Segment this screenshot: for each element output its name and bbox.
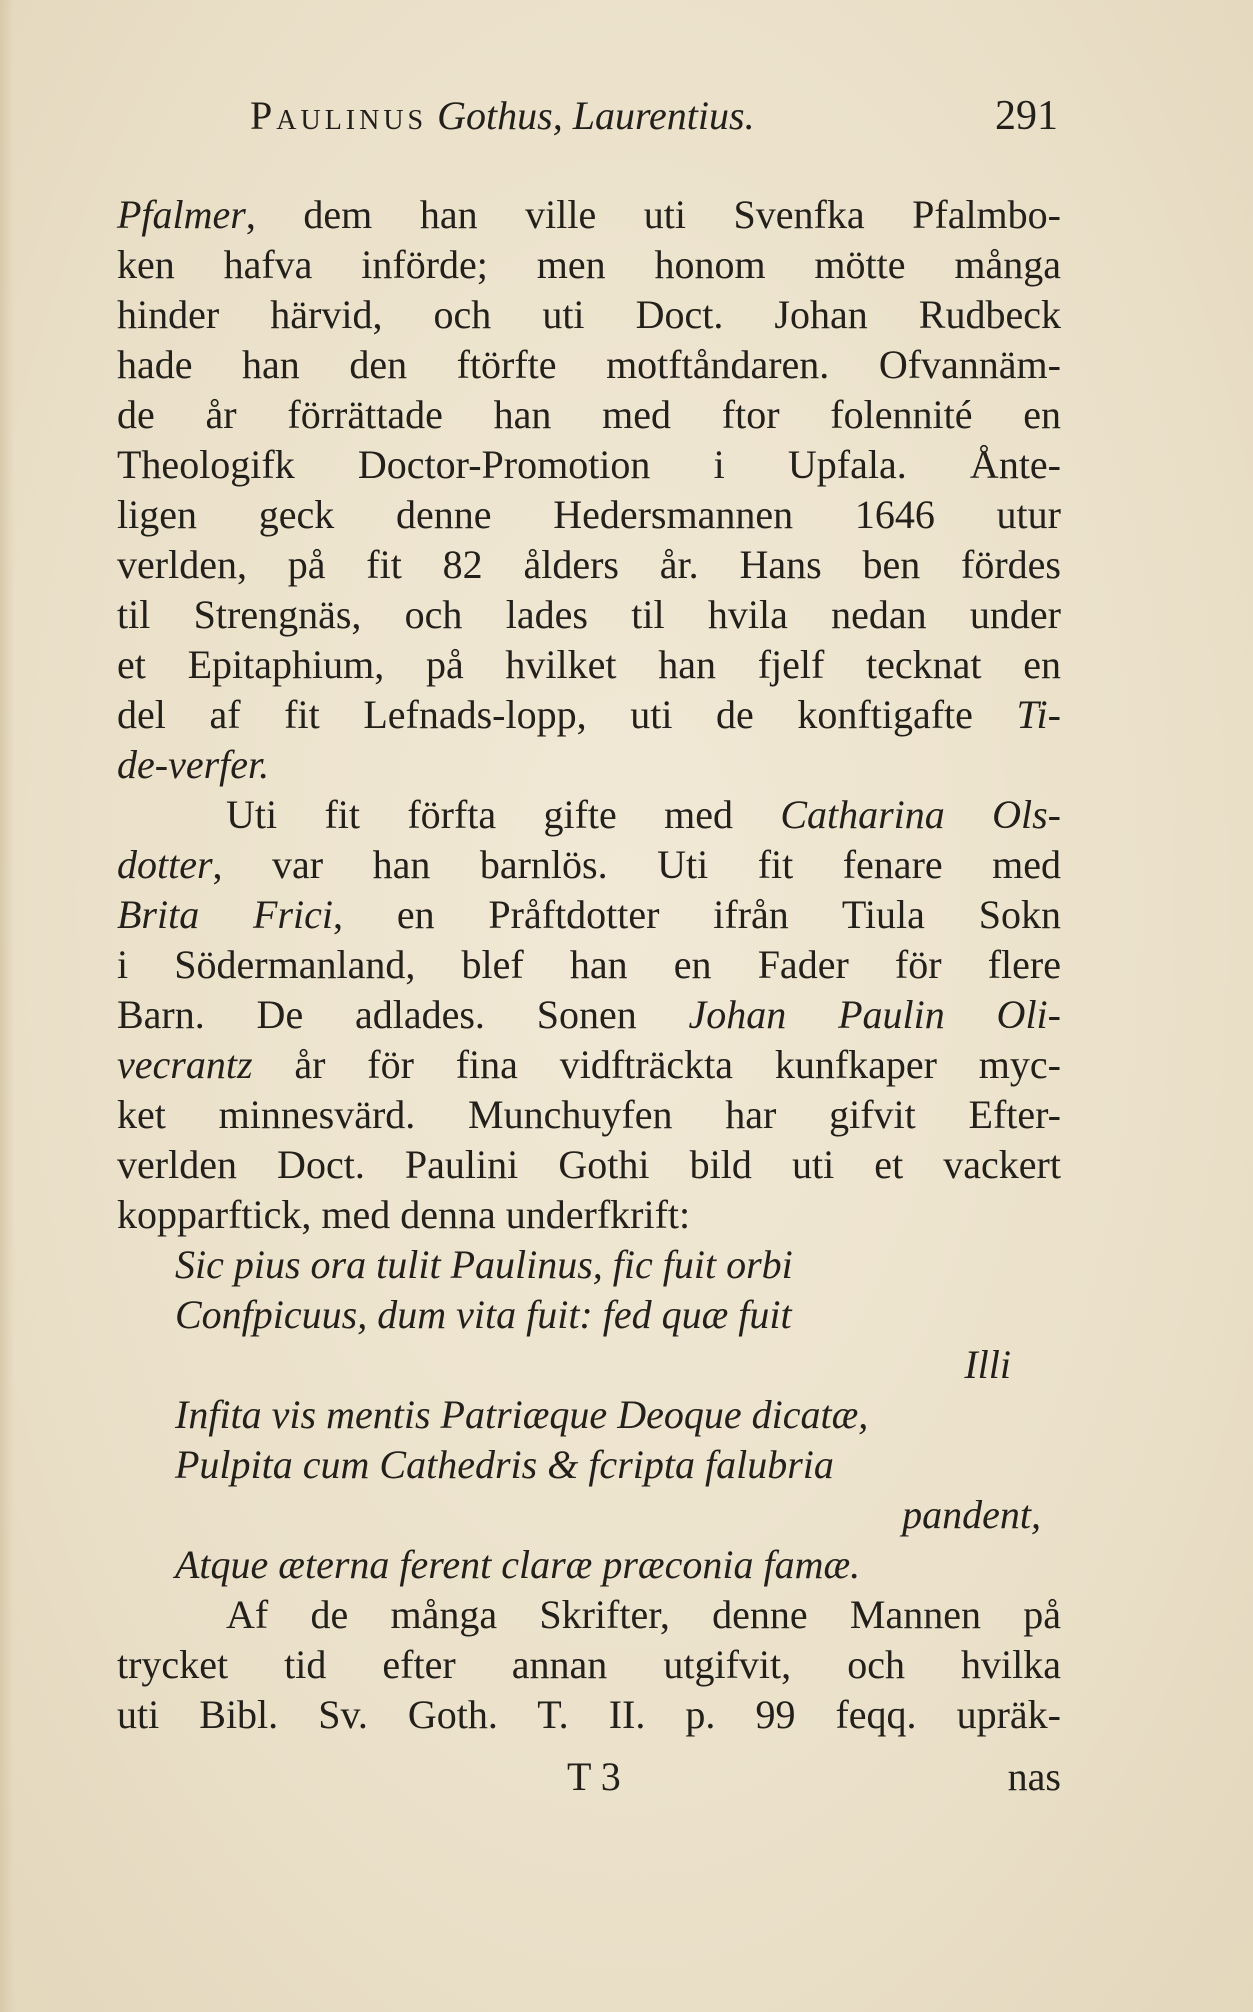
italic-text: Infita vis mentis Patriæque Deoque dicatæ,: [175, 1392, 869, 1437]
text-run: , dem han ville uti Svenfka Pfalmbo-: [245, 192, 1061, 237]
italic-text: Johan Paulin Oli-: [688, 992, 1061, 1037]
text-run: hinder härvid, och uti Doct. Johan Rudbeck: [117, 292, 1061, 337]
text-line: [117, 1640, 1061, 1690]
italic-text: Brita Frici: [117, 892, 334, 937]
running-head-text: [250, 92, 755, 140]
body-text: [117, 190, 1061, 1740]
text-line: [117, 690, 1061, 740]
italic-text: Confpicuus, dum vita fuit: fed quæ fuit: [175, 1292, 792, 1337]
text-line: [117, 1540, 1061, 1590]
text-line: [117, 1590, 1061, 1640]
page-number: 291: [995, 93, 1058, 139]
author-name-italic: Gothus, Laurentius.: [437, 93, 755, 138]
text-run: ligen geck denne Hedersmannen 1646 utur: [117, 492, 1061, 537]
italic-text: Pulpita cum Cathedris & fcripta falubria: [175, 1442, 834, 1487]
text-run: , en Pråftdotter ifrån Tiula Sokn: [333, 892, 1061, 937]
text-line: [117, 340, 1061, 390]
text-line: [117, 940, 1061, 990]
text-run: til Strengnäs, och lades til hvila nedan under: [117, 592, 1061, 637]
italic-text: Illi: [964, 1342, 1011, 1387]
page-footer: [117, 1752, 1061, 1802]
italic-text: Pfalmer: [117, 192, 246, 237]
italic-text: Sic pius ora tulit Paulinus, fic fuit orbi: [175, 1242, 793, 1287]
text-run: trycket tid efter annan utgifvit, och hvilka: [117, 1642, 1061, 1687]
italic-text: Ti-: [1016, 692, 1061, 737]
text-run: Uti fit förfta gifte med: [226, 792, 781, 837]
text-run: Theologifk Doctor-Promotion i Upfala. Ånte-: [117, 442, 1061, 487]
text-run: verlden, på fit 82 ålders år. Hans ben fördes: [117, 542, 1061, 587]
text-line: [117, 390, 1061, 440]
text-line: [117, 840, 1061, 890]
text-run: ket minnesvärd. Munchuyfen har gifvit Efter-: [117, 1092, 1061, 1137]
text-line: [117, 640, 1061, 690]
signature-mark: T 3: [567, 1754, 621, 1799]
italic-text: Atque æterna ferent claræ præconia famæ.: [175, 1542, 861, 1587]
text-run: de år förrättade han med ftor folennité en: [117, 392, 1061, 437]
text-run: hade han den ftörfte motftåndaren. Ofvannäm-: [117, 342, 1061, 387]
text-line: [117, 540, 1061, 590]
text-line: [117, 240, 1061, 290]
text-line: [117, 1190, 1061, 1240]
text-line: [117, 890, 1061, 940]
italic-text: Catharina Ols-: [780, 792, 1062, 837]
text-line: [117, 1140, 1061, 1190]
text-run: kopparftick, med denna underfkrift:: [117, 1192, 691, 1237]
italic-text: dotter: [117, 842, 213, 887]
italic-text: de-verfer.: [117, 742, 270, 787]
italic-text: vecrantz: [117, 1042, 253, 1087]
text-run: et Epitaphium, på hvilket han fjelf tecknat en: [117, 642, 1061, 687]
text-line: [117, 790, 1061, 840]
text-line: [117, 590, 1061, 640]
text-line: [117, 1490, 1061, 1540]
catchword: nas: [1007, 1754, 1061, 1799]
author-name-caps: Paulinus: [250, 93, 428, 138]
text-line: [117, 190, 1061, 240]
text-run: , var han barnlös. Uti fit fenare med: [212, 842, 1061, 887]
text-run: i Södermanland, blef han en Fader för flere: [117, 942, 1061, 987]
text-line: [117, 490, 1061, 540]
text-line: [117, 440, 1061, 490]
text-run: ken hafva införde; men honom mötte många: [117, 242, 1061, 287]
text-line: [117, 1040, 1061, 1090]
text-line: [117, 1690, 1061, 1740]
text-line: [117, 1240, 1061, 1290]
text-run: del af fit Lefnads-lopp, uti de konftigafte: [117, 692, 1017, 737]
text-line: [117, 1440, 1061, 1490]
text-run: Af de många Skrifter, denne Mannen på: [226, 1592, 1061, 1637]
text-line: [117, 290, 1061, 340]
italic-text: pandent,: [902, 1492, 1041, 1537]
text-run: år för fina vidfträckta kunfkaper myc-: [252, 1042, 1061, 1087]
page-edge-shadow: [0, 0, 14, 2012]
text-line: [117, 1090, 1061, 1140]
running-header: [250, 92, 1058, 152]
text-line: [117, 990, 1061, 1040]
text-run: verlden Doct. Paulini Gothi bild uti et vackert: [117, 1142, 1061, 1187]
text-line: [117, 1390, 1061, 1440]
text-run: uti Bibl. Sv. Goth. T. II. p. 99 feqq. upräk-: [117, 1692, 1061, 1737]
text-run: Barn. De adlades. Sonen: [117, 992, 689, 1037]
text-line: [117, 740, 1061, 790]
text-line: [117, 1340, 1061, 1390]
text-line: [117, 1290, 1061, 1340]
